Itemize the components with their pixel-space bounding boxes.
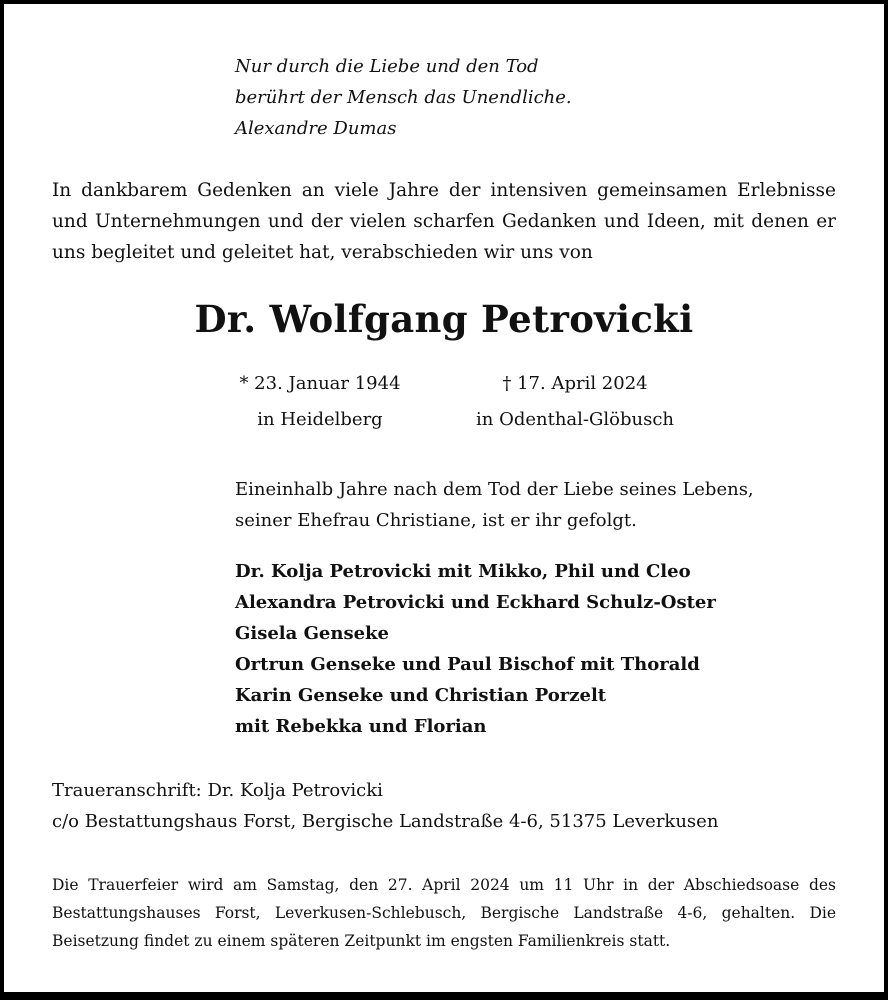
mourner-entry: Dr. Kolja Petrovicki mit Mikko, Phil und Cleo (235, 561, 691, 582)
remembrance-line: Eineinhalb Jahre nach dem Tod der Liebe seines Lebens, (235, 479, 754, 500)
death-place: in Odenthal-Glöbusch (476, 409, 674, 430)
mourner-entry: mit Rebekka und Florian (235, 716, 487, 737)
birth-place: in Heidelberg (257, 409, 383, 430)
mourner-entry: Ortrun Genseke und Paul Bischof mit Thorald (235, 654, 700, 675)
quote-line: Nur durch die Liebe und den Tod (235, 56, 539, 77)
mourning-address (52, 775, 718, 837)
ceremony-notice: Die Trauerfeier wird am Samstag, den 27. April 2024 um 11 Uhr in der Abschiedsoase des Bestattungshauses Forst, Leverkusen-Schlebusch, Bergische Landstraße 4-6, gehalten. Die Beisetzung findet zu einem späteren Zeitpunkt im engsten Familienkreis statt. (52, 876, 836, 950)
mourner-entry: Karin Genseke und Christian Porzelt (235, 685, 607, 706)
epigraph-quote (235, 51, 572, 144)
remembrance-text (235, 474, 754, 536)
intro-paragraph: In dankbarem Gedenken an viele Jahre der intensiven gemeinsamen Erlebnisse und Unternehmungen und der vielen scharfen Gedanken und Ideen, mit denen er uns begleitet und geleitet hat, verabschieden wir uns von (52, 180, 836, 263)
quote-line: berührt der Mensch das Unendliche. (235, 87, 572, 108)
mourner-entry: Alexandra Petrovicki und Eckhard Schulz-Oster (235, 592, 716, 613)
birth-info (220, 366, 420, 438)
quote-author: Alexandre Dumas (235, 118, 397, 139)
death-info (455, 366, 695, 438)
death-date: † 17. April 2024 (502, 373, 648, 394)
mourner-entry: Gisela Genseke (235, 623, 389, 644)
address-line: c/o Bestattungshaus Forst, Bergische Landstraße 4-6, 51375 Leverkusen (52, 811, 719, 832)
birth-date: * 23. Januar 1944 (239, 373, 401, 394)
deceased-name: Dr. Wolfgang Petrovicki (194, 297, 694, 341)
remembrance-line: seiner Ehefrau Christiane, ist er ihr gefolgt. (235, 510, 637, 531)
mourners-list (235, 556, 716, 742)
address-line: Traueranschrift: Dr. Kolja Petrovicki (52, 780, 383, 801)
